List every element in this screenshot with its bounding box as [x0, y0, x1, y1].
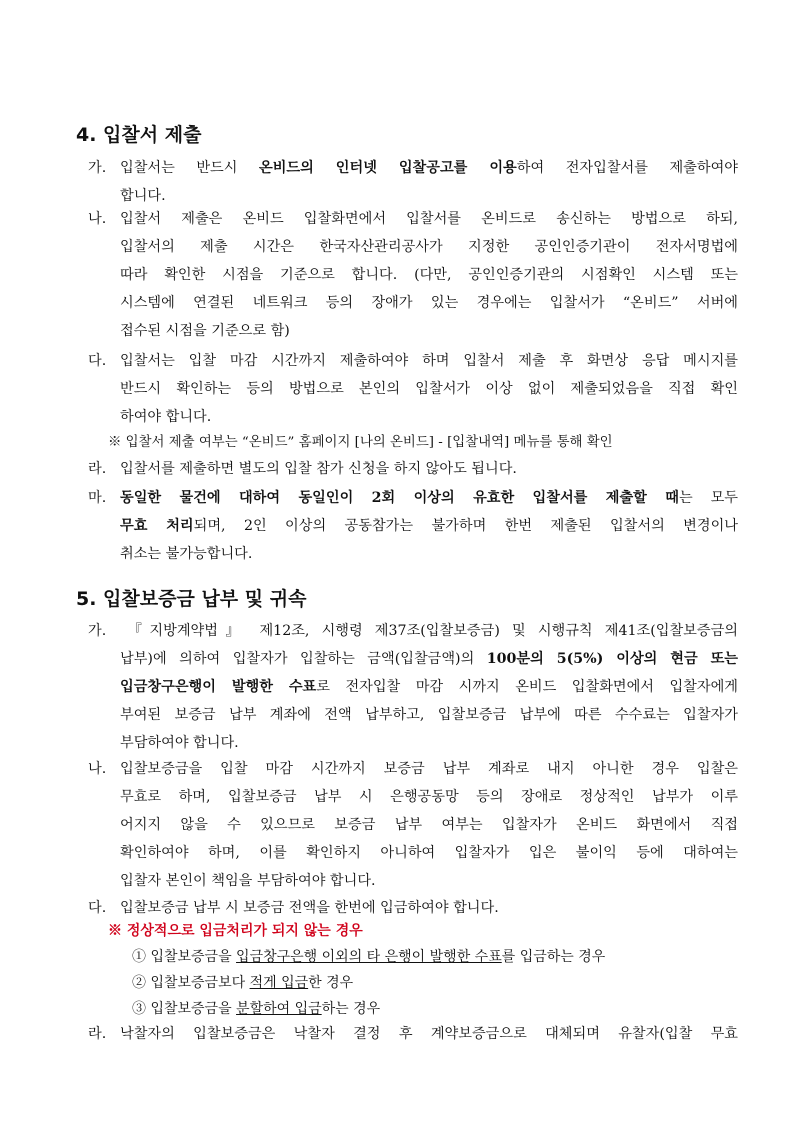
- text-line: 확인하여야 하며, 이를 확인하지 아니하여 입찰자가 입은 불이익 등에 대하여는: [120, 845, 738, 861]
- text: 한 경우: [308, 975, 354, 991]
- text: ② 입찰보증금보다: [132, 975, 250, 991]
- text: 로 전자입찰 마감 시까지 온비드 입찰화면에서 입찰자에게: [316, 679, 739, 695]
- text: ③ 입찰보증금을: [132, 1001, 237, 1017]
- text: 입찰서 제출은 온비드 입찰화면에서 입찰서를 온비드로 송신하는 방법으로 하되,: [120, 211, 738, 227]
- section-5-item-ra: [88, 1020, 738, 1048]
- warning-case-1: [132, 944, 605, 970]
- item-marker: 다.: [88, 900, 107, 916]
- text-line: 부담하여야 합니다.: [120, 735, 239, 751]
- text-line: 어지지 않을 수 있으므로 보증금 납부 여부는 입찰자가 온비드 화면에서 직접: [120, 817, 738, 833]
- section-4-item-ra: [88, 455, 738, 483]
- emphasis-text: 온비드의 인터넷 입찰공고를 이용: [259, 160, 517, 176]
- text-line: 따라 확인한 시점을 기준으로 합니다. (다만, 공인인증기관의 시점확인 시스템 또는: [120, 267, 738, 283]
- section-4-item-da: [88, 347, 738, 431]
- section-5-item-ga: [88, 617, 738, 757]
- item-marker: 가.: [88, 160, 107, 176]
- emphasis-text: 무효 처리: [120, 518, 194, 534]
- text-line: 취소는 불가능합니다.: [120, 546, 253, 562]
- item-marker: 가.: [88, 623, 107, 639]
- text-line: 반드시 확인하는 등의 방법으로 본인의 입찰서가 이상 없이 제출되었음을 직접 확인: [120, 381, 738, 397]
- underlined-text: 적게 입금: [249, 975, 309, 991]
- text: 하여 전자입찰서를 제출하여야: [516, 160, 738, 176]
- section-4-item-na: [88, 205, 738, 345]
- text: 입찰보증금 납부 시 보증금 전액을 한번에 입금하여야 합니다.: [120, 900, 499, 916]
- warning-case-3: [132, 996, 380, 1022]
- section-4-title: 4. 입찰서 제출: [76, 124, 202, 146]
- text-line: 입찰서의 제출 시간은 한국자산관리공사가 지정한 공인인증기관이 전자서명법에: [120, 239, 738, 255]
- text-line: 시스템에 연결된 네트워크 등의 장애가 있는 경우에는 입찰서가 “온비드” 서버에: [120, 295, 738, 311]
- text-line: 무효로 하며, 입찰보증금 납부 시 은행공동망 등의 장애로 정상적인 납부가 이루: [120, 789, 738, 805]
- section-4-item-ga: [88, 154, 738, 210]
- item-marker: 마.: [88, 490, 107, 506]
- text-line: 합니다.: [120, 188, 166, 204]
- text-line: 입찰자 본인이 책임을 부담하여야 합니다.: [120, 873, 376, 889]
- emphasis-text: 입금창구은행이 발행한 수표: [120, 679, 317, 695]
- section-4-note: ※ 입찰서 제출 여부는 “온비드” 홈페이지 [나의 온비드] - [입찰내역] 메뉴를 통해 확인: [108, 435, 613, 450]
- text: 는 모두: [678, 490, 738, 506]
- item-marker: 라.: [88, 1026, 107, 1042]
- item-marker: 다.: [88, 353, 107, 369]
- text: ① 입찰보증금을: [132, 949, 237, 965]
- text: 입찰서는 반드시: [120, 160, 259, 176]
- text: 『지방계약법』 제12조, 시행령 제37조(입찰보증금) 및 시행규칙 제41조(입찰보증금의: [120, 623, 738, 639]
- item-marker: 라.: [88, 461, 107, 477]
- warning-heading: ※ 정상적으로 입금처리가 되지 않는 경우: [108, 923, 363, 939]
- underlined-text: 분할하여 입금: [236, 1001, 322, 1017]
- item-marker: 나.: [88, 761, 107, 777]
- text: 입찰보증금을 입찰 마감 시간까지 보증금 납부 계좌로 내지 아니한 경우 입찰은: [120, 761, 738, 777]
- text: 낙찰자의 입찰보증금은 낙찰자 결정 후 계약보증금으로 대체되며 유찰자(입찰 무효: [120, 1026, 738, 1042]
- section-5-title: 5. 입찰보증금 납부 및 귀속: [76, 588, 307, 610]
- underlined-text: 입금창구은행 이외의 타 은행이 발행한 수표: [236, 949, 502, 965]
- text: 되며, 2인 이상의 공동참가는 불가하며 한번 제출된 입찰서의 변경이나: [193, 518, 738, 534]
- text-line: 부여된 보증금 납부 계좌에 전액 납부하고, 입찰보증금 납부에 따른 수수료는 입찰자가: [120, 707, 738, 723]
- item-marker: 나.: [88, 211, 107, 227]
- text: 입찰서는 입찰 마감 시간까지 제출하여야 하며 입찰서 제출 후 화면상 응답 메시지를: [120, 353, 738, 369]
- section-4-item-ma: [88, 484, 738, 568]
- text: 하는 경우: [321, 1001, 381, 1017]
- emphasis-text: 100분의 5(5%) 이상의 현금 또는: [486, 651, 738, 667]
- warning-case-2: [132, 970, 353, 996]
- text: 납부)에 의하여 입찰자가 입찰하는 금액(입찰금액)의: [120, 651, 487, 667]
- text-line: 접수된 시점을 기준으로 함): [120, 323, 290, 339]
- text: 를 입금하는 경우: [501, 949, 606, 965]
- text-line: 하여야 합니다.: [120, 409, 212, 425]
- section-5-item-na: [88, 755, 738, 895]
- emphasis-text: 동일한 물건에 대하여 동일인이 2회 이상의 유효한 입찰서를 제출할 때: [120, 490, 679, 506]
- text: 입찰서를 제출하면 별도의 입찰 참가 신청을 하지 않아도 됩니다.: [120, 461, 517, 477]
